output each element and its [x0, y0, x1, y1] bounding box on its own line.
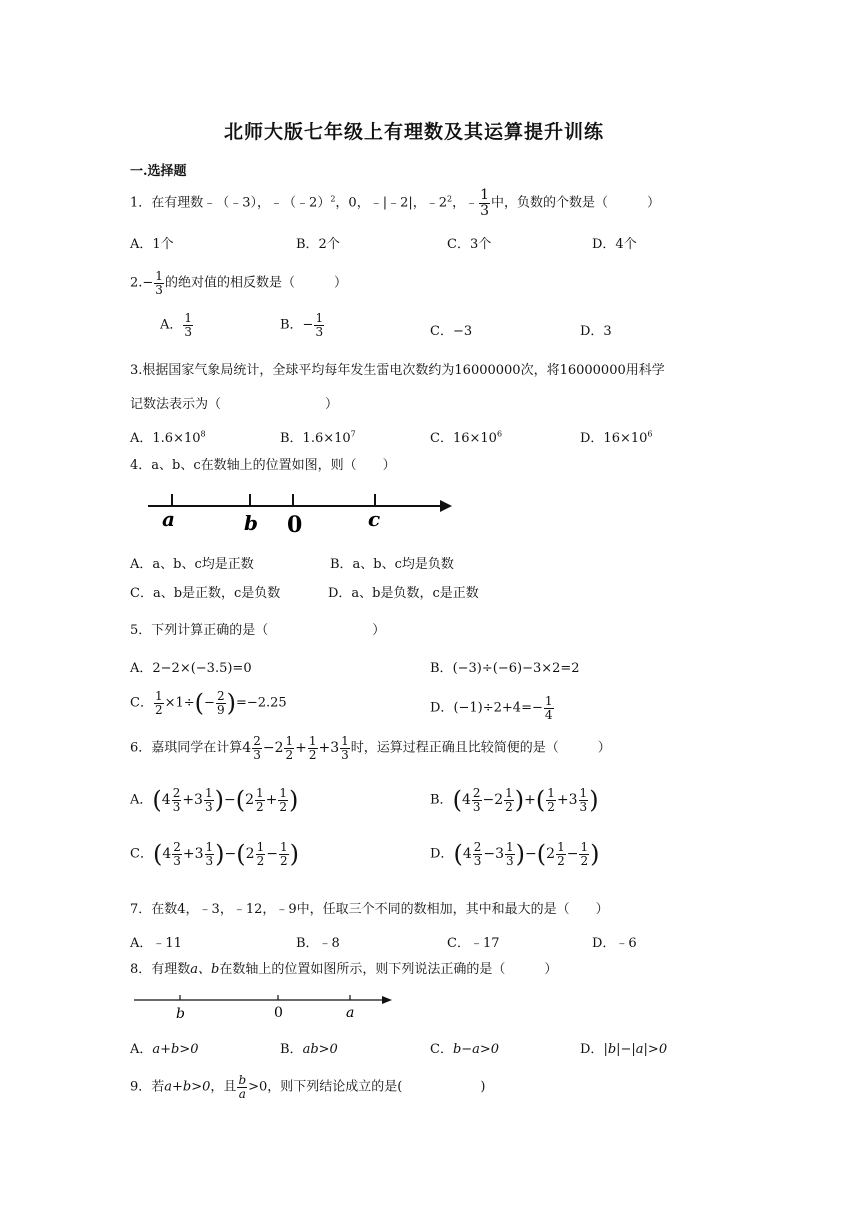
q6-option-c[interactable]: C．(4 $\frac{2}{3}$ +3 $\frac{1}{3}$ )−(2 $\frac{1}{2}$ − $\frac{1}{2}$ )	[130, 840, 299, 869]
question-8: 8．有理数a、b在数轴上的位置如图所示，则下列说法正确的是（ ）	[130, 962, 558, 977]
fraction: $\frac{1}{2}$	[285, 734, 294, 762]
number-line-ba	[130, 988, 400, 1024]
label-0: 0	[274, 1005, 283, 1021]
label-0: 0	[287, 512, 303, 538]
q7-option-a[interactable]: A．﹣11	[130, 936, 182, 951]
q6-option-b[interactable]: B．(4 $\frac{2}{3}$ −2 $\frac{1}{2}$ )+( $\frac{1}{2}$ +3 $\frac{1}{3}$ )	[430, 786, 599, 815]
q4-option-a[interactable]: A．a、b、c均是正数	[130, 557, 254, 572]
fraction: $\frac{1}{3}$	[315, 311, 324, 339]
label-b: b	[244, 511, 258, 535]
q4-option-d[interactable]: D．a、b是负数，c是正数	[328, 586, 479, 601]
number-line-abc	[140, 488, 460, 538]
fraction: $\frac{1}{3}$	[155, 269, 163, 297]
fraction: $\frac{1}{2}$	[154, 689, 163, 717]
q7-option-d[interactable]: D．﹣6	[592, 936, 637, 951]
q3-option-c[interactable]: C．$16\times 10^6$	[430, 429, 503, 446]
section-heading: 一.选择题	[130, 164, 187, 179]
number-line-arrow	[440, 500, 452, 512]
question-3-line-2: 记数法表示为（ ）	[130, 397, 339, 412]
page-title: 北师大版七年级上有理数及其运算提升训练	[224, 121, 605, 143]
q3-option-b[interactable]: B．$1.6\times 10^7$	[280, 429, 356, 446]
q1-option-b[interactable]: B．2个	[296, 237, 340, 252]
q3-option-a[interactable]: A．$1.6\times 10^8$	[130, 429, 206, 446]
q1-option-d[interactable]: D．4个	[592, 237, 637, 252]
q2-option-b[interactable]: B．− $\frac{1}{3}$	[280, 311, 324, 339]
q1-option-a[interactable]: A．1个	[130, 237, 174, 252]
fraction: $\frac{b}{a}$	[238, 1073, 247, 1101]
q8-option-a[interactable]: A．a+b>0	[130, 1042, 199, 1057]
q8-option-d[interactable]: D．|b|−|a|>0	[580, 1042, 668, 1057]
q3-option-d[interactable]: D．$16\times 10^6$	[580, 429, 653, 446]
q2-option-d[interactable]: D．3	[580, 324, 612, 339]
q8-option-c[interactable]: C．b−a>0	[430, 1042, 500, 1057]
q5-option-b[interactable]: B．(−3)÷(−6)−3×2=2	[430, 661, 580, 676]
q5-option-a[interactable]: A．2−2×(−3.5)=0	[130, 661, 252, 676]
label-c: c	[368, 507, 381, 531]
q7-option-c[interactable]: C．﹣17	[447, 936, 500, 951]
fraction: $\frac{1}{3}$	[341, 734, 349, 762]
fraction: $\frac{2}{9}$	[216, 689, 225, 717]
q2-option-a[interactable]: A． $\frac{1}{3}$	[160, 311, 193, 339]
q8-option-b[interactable]: B．ab>0	[280, 1042, 338, 1057]
question-6: 6．嘉琪同学在计算4 $\frac{2}{3}$ −2 $\frac{1}{2}$ + $\frac{1}{2}$ +3 $\frac{1}{3}$ 时，运算过程正确且比较简便的是（ ）	[130, 734, 611, 762]
fraction: $\frac{1}{2}$	[308, 734, 317, 762]
fraction: $\frac{1}{3}$	[480, 187, 490, 219]
q1-option-c[interactable]: C．3个	[447, 237, 492, 252]
q2-option-c[interactable]: C．−3	[430, 324, 473, 339]
fraction: $\frac{1}{4}$	[544, 694, 553, 722]
fraction: $\frac{2}{3}$	[253, 734, 261, 762]
label-a: a	[346, 1005, 355, 1021]
number-line-arrow	[382, 996, 392, 1004]
question-7: 7．在数4，﹣3，﹣12，﹣9中，任取三个不同的数相加，其中和最大的是（ ）	[130, 902, 609, 917]
q4-option-b[interactable]: B．a、b、c均是负数	[330, 557, 454, 572]
question-2: 2.− $\frac{1}{3}$ 的绝对值的相反数是（ ）	[130, 269, 347, 297]
q5-option-c[interactable]: C． $\frac{1}{2}$ ×1÷(− $\frac{2}{9}$ )=−2.25	[130, 689, 287, 718]
label-b: b	[176, 1006, 185, 1022]
label-a: a	[162, 507, 175, 531]
q4-option-c[interactable]: C．a、b是正数，c是负数	[130, 586, 281, 601]
question-3-line-1: 3.根据国家气象局统计，全球平均每年发生雷电次数约为16000000次，将16000000用科学	[130, 363, 665, 378]
question-4: 4．a、b、c在数轴上的位置如图，则（ ）	[130, 458, 396, 473]
q6-option-d[interactable]: D．(4 $\frac{2}{3}$ −3 $\frac{1}{3}$ )−(2 $\frac{1}{2}$ − $\frac{1}{2}$ )	[430, 840, 600, 869]
question-1: 1．在有理数﹣（﹣3），﹣（﹣2）$^2$，0，﹣|﹣2|，$﹣2^2$，﹣ $\frac{1}{3}$ 中，负数的个数是（ ）	[130, 187, 661, 219]
q7-option-b[interactable]: B．﹣8	[296, 936, 340, 951]
question-9: 9．若a+b>0，且 $\frac{b}{a}$ >0，则下列结论成立的是( )	[130, 1073, 486, 1101]
question-5: 5．下列计算正确的是（ ）	[130, 623, 386, 638]
q6-option-a[interactable]: A．(4 $\frac{2}{3}$ +3 $\frac{1}{3}$ )−(2 $\frac{1}{2}$ + $\frac{1}{2}$ )	[130, 786, 299, 815]
q5-option-d[interactable]: D．(−1)÷2+4=− $\frac{1}{4}$	[430, 694, 553, 722]
fraction: $\frac{1}{3}$	[184, 311, 193, 339]
